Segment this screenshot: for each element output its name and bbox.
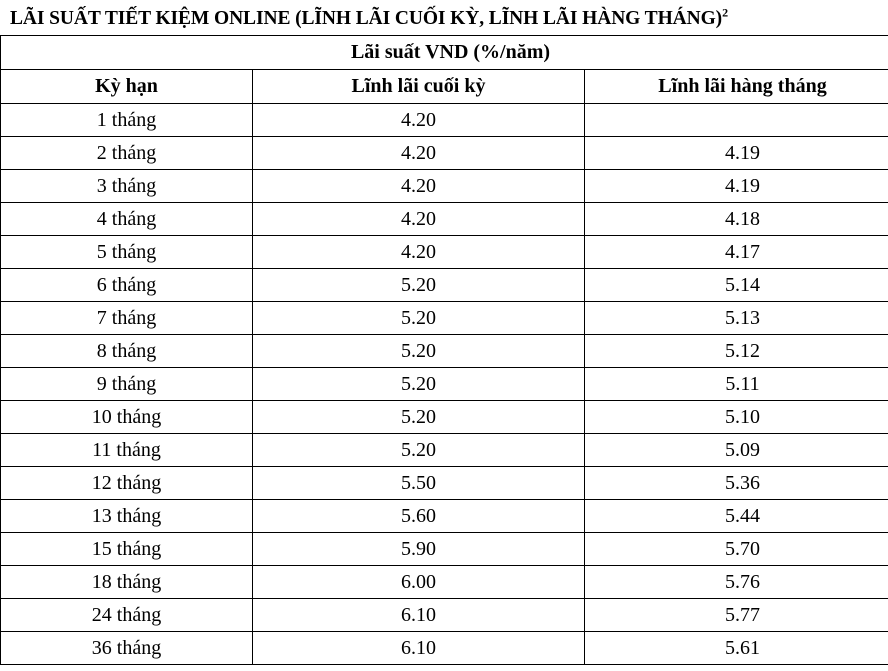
table-row [1, 137, 888, 170]
term-cell: 18 tháng [1, 566, 253, 599]
term-cell: 15 tháng [1, 533, 253, 566]
column-header-end-of-term: Lĩnh lãi cuối kỳ [253, 70, 585, 104]
end-of-term-rate-cell: 6.10 [253, 599, 585, 632]
term-cell: 3 tháng [1, 170, 253, 203]
table-row [1, 368, 888, 401]
end-of-term-rate-cell: 4.20 [253, 104, 585, 137]
term-cell: 5 tháng [1, 236, 253, 269]
table-row [1, 533, 888, 566]
table-row [1, 236, 888, 269]
term-cell: 1 tháng [1, 104, 253, 137]
monthly-rate-cell: 5.14 [585, 269, 888, 302]
term-cell: 4 tháng [1, 203, 253, 236]
end-of-term-rate-cell: 4.20 [253, 203, 585, 236]
end-of-term-rate-cell: 5.20 [253, 434, 585, 467]
column-header-term: Kỳ hạn [1, 70, 253, 104]
term-cell: 24 tháng [1, 599, 253, 632]
end-of-term-rate-cell: 5.20 [253, 401, 585, 434]
monthly-rate-cell: 5.09 [585, 434, 888, 467]
monthly-rate-cell: 5.61 [585, 632, 888, 665]
term-cell: 6 tháng [1, 269, 253, 302]
end-of-term-rate-cell: 5.90 [253, 533, 585, 566]
monthly-rate-cell: 5.10 [585, 401, 888, 434]
group-header-cell: Lãi suất VND (%/năm) [1, 36, 888, 70]
term-cell: 12 tháng [1, 467, 253, 500]
term-cell: 10 tháng [1, 401, 253, 434]
monthly-rate-cell: 4.18 [585, 203, 888, 236]
table-row [1, 500, 888, 533]
table-row [1, 434, 888, 467]
end-of-term-rate-cell: 5.20 [253, 335, 585, 368]
monthly-rate-cell: 5.11 [585, 368, 888, 401]
title-footnote-marker: 2 [722, 5, 728, 20]
title-text: LÃI SUẤT TIẾT KIỆM ONLINE (LĨNH LÃI CUỐI KỲ, LĨNH LÃI HÀNG THÁNG) [10, 8, 723, 29]
monthly-rate-cell: 4.17 [585, 236, 888, 269]
table-row [1, 467, 888, 500]
table-row [1, 203, 888, 236]
table-row [1, 632, 888, 665]
table-row [1, 104, 888, 137]
table-row [1, 269, 888, 302]
page-title [10, 4, 888, 34]
end-of-term-rate-cell: 5.20 [253, 368, 585, 401]
monthly-rate-cell: 5.13 [585, 302, 888, 335]
monthly-rate-cell: 5.76 [585, 566, 888, 599]
table-row [1, 599, 888, 632]
end-of-term-rate-cell: 4.20 [253, 137, 585, 170]
term-cell: 36 tháng [1, 632, 253, 665]
table-group-header-row [1, 36, 888, 70]
end-of-term-rate-cell: 5.50 [253, 467, 585, 500]
end-of-term-rate-cell: 5.20 [253, 269, 585, 302]
end-of-term-rate-cell: 6.10 [253, 632, 585, 665]
term-cell: 7 tháng [1, 302, 253, 335]
table-row [1, 566, 888, 599]
end-of-term-rate-cell: 4.20 [253, 236, 585, 269]
table-row [1, 401, 888, 434]
term-cell: 9 tháng [1, 368, 253, 401]
column-header-monthly: Lĩnh lãi hàng tháng [585, 70, 888, 104]
monthly-rate-cell: 5.12 [585, 335, 888, 368]
table-body [1, 104, 888, 665]
end-of-term-rate-cell: 4.20 [253, 170, 585, 203]
monthly-rate-cell [585, 104, 888, 137]
end-of-term-rate-cell: 5.60 [253, 500, 585, 533]
monthly-rate-cell: 5.77 [585, 599, 888, 632]
monthly-rate-cell: 5.70 [585, 533, 888, 566]
table-row [1, 302, 888, 335]
monthly-rate-cell: 4.19 [585, 170, 888, 203]
end-of-term-rate-cell: 5.20 [253, 302, 585, 335]
table-row [1, 335, 888, 368]
monthly-rate-cell: 4.19 [585, 137, 888, 170]
interest-rate-table [0, 35, 888, 665]
term-cell: 2 tháng [1, 137, 253, 170]
table-row [1, 170, 888, 203]
end-of-term-rate-cell: 6.00 [253, 566, 585, 599]
term-cell: 11 tháng [1, 434, 253, 467]
table-header-row [1, 70, 888, 104]
monthly-rate-cell: 5.36 [585, 467, 888, 500]
term-cell: 13 tháng [1, 500, 253, 533]
monthly-rate-cell: 5.44 [585, 500, 888, 533]
term-cell: 8 tháng [1, 335, 253, 368]
